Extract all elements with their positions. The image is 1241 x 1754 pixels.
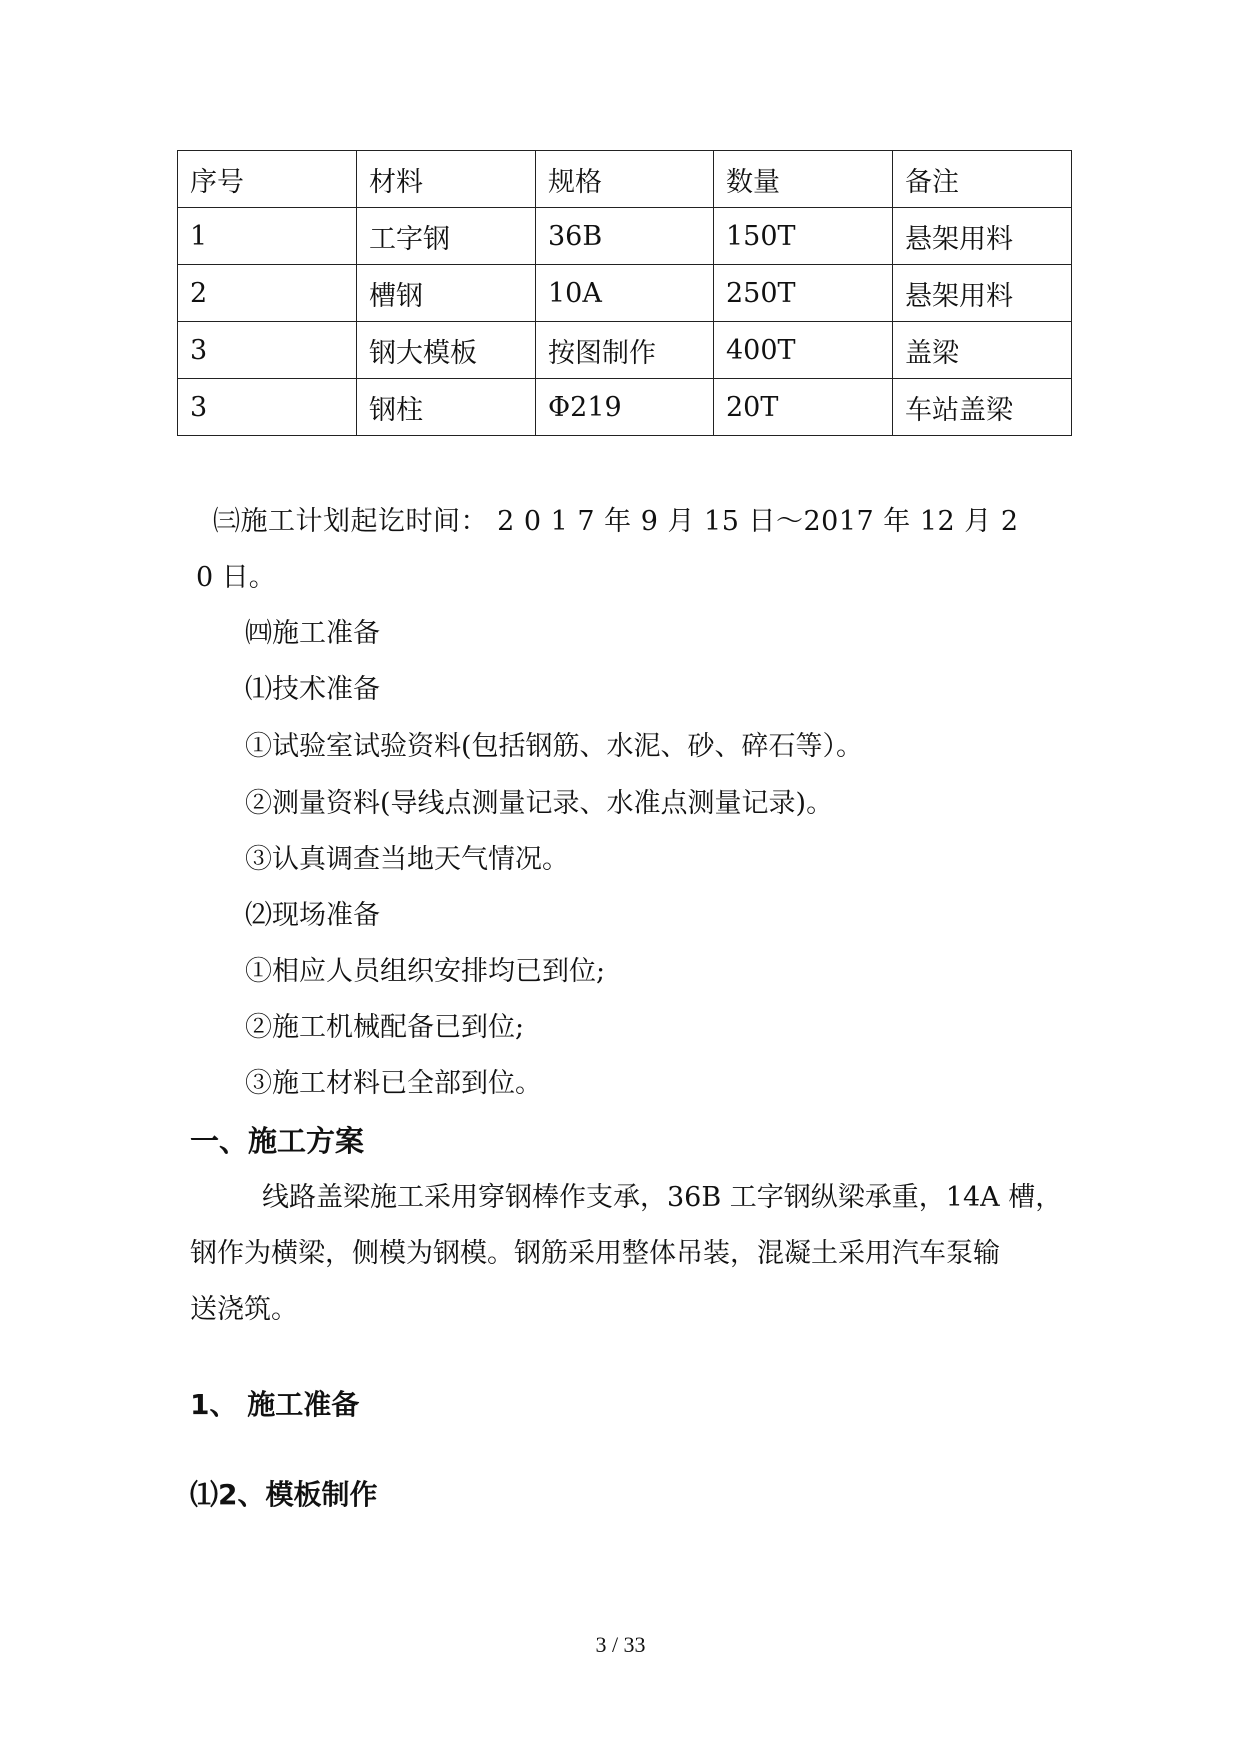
- site-prep-title: ⑵现场准备: [245, 900, 380, 931]
- plan-paragraph-line: 线路盖梁施工采用穿钢棒作支承，36B 工字钢纵梁承重，14A 槽，: [262, 1182, 1063, 1213]
- table-cell: 工字钢: [357, 208, 536, 265]
- table-cell: 钢柱: [357, 379, 536, 436]
- schedule-line: ㈢施工计划起讫时间： 2 0 1 7 年 9 月 15 日～2017 年 12 月 2: [213, 506, 1019, 537]
- table-cell: 槽钢: [357, 265, 536, 322]
- table-cell: 1: [178, 208, 357, 265]
- prep-title: ㈣施工准备: [245, 618, 380, 649]
- tech-prep-item: ②测量资料(导线点测量记录、水准点测量记录)。: [245, 788, 834, 819]
- table-row: [178, 379, 1072, 436]
- site-prep-item: ③施工材料已全部到位。: [245, 1068, 542, 1099]
- table-row: [178, 208, 1072, 265]
- materials-table: [177, 150, 1072, 436]
- site-prep-item: ②施工机械配备已到位;: [245, 1012, 525, 1043]
- table-header-cell: 序号: [178, 151, 357, 208]
- tech-prep-item: ③认真调查当地天气情况。: [245, 844, 569, 875]
- table-cell: 悬架用料: [893, 265, 1072, 322]
- table-cell: 2: [178, 265, 357, 322]
- table-cell: 3: [178, 322, 357, 379]
- table-header-cell: 数量: [714, 151, 893, 208]
- table-cell: 250T: [714, 265, 893, 322]
- table-header-row: [178, 151, 1072, 208]
- table-cell: 悬架用料: [893, 208, 1072, 265]
- table-row: [178, 322, 1072, 379]
- table-cell: Φ219: [536, 379, 714, 436]
- table-cell: 按图制作: [536, 322, 714, 379]
- table-header-cell: 备注: [893, 151, 1072, 208]
- plan-heading: 一、施工方案: [190, 1124, 365, 1158]
- table-cell: 150T: [714, 208, 893, 265]
- table-cell: 钢大模板: [357, 322, 536, 379]
- table-header-cell: 材料: [357, 151, 536, 208]
- tech-prep-item: ①试验室试验资料(包括钢筋、水泥、砂、碎石等）。: [245, 731, 864, 762]
- table-header-cell: 规格: [536, 151, 714, 208]
- schedule-line-continued: 0 日。: [196, 562, 276, 593]
- table-cell: 车站盖梁: [893, 379, 1072, 436]
- table-cell: 400T: [714, 322, 893, 379]
- table-cell: 3: [178, 379, 357, 436]
- table-cell: 20T: [714, 379, 893, 436]
- page-number: 3 / 33: [595, 1632, 646, 1657]
- section-heading: 1、 施工准备: [190, 1388, 360, 1421]
- plan-paragraph-line: 钢作为横梁，侧模为钢模。钢筋采用整体吊装，混凝土采用汽车泵输: [190, 1238, 1000, 1269]
- plan-paragraph-line: 送浇筑。: [190, 1294, 298, 1325]
- table-cell: 10A: [536, 265, 714, 322]
- table-row: [178, 265, 1072, 322]
- table-cell: 36B: [536, 208, 714, 265]
- table-cell: 盖梁: [893, 322, 1072, 379]
- tech-prep-title: ⑴技术准备: [245, 674, 380, 705]
- section-heading: ⑴2、模板制作: [190, 1478, 378, 1511]
- site-prep-item: ①相应人员组织安排均已到位;: [245, 956, 606, 987]
